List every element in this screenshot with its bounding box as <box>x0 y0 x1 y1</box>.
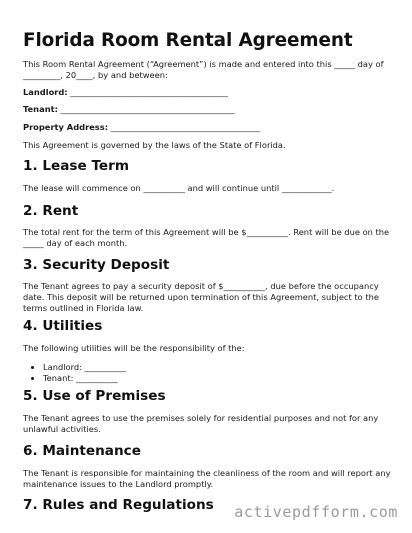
section-heading-rent: 2. Rent <box>23 203 79 219</box>
section-heading-rules-and-regulations: 7. Rules and Regulations <box>23 497 214 513</box>
watermark: activepdfform.com <box>234 503 398 521</box>
landlord-field <box>23 87 394 98</box>
section-text-maintenance: The Tenant is responsible for maintaining the cleanliness of the room and will report any maintenance issues to the Landlord promptly. <box>23 468 391 489</box>
property-address-field <box>23 122 394 133</box>
section-text-rent: The total rent for the term of this Agreement will be $__________. Rent will be due on the _____ day of each month. <box>23 227 390 248</box>
section-heading-maintenance: 6. Maintenance <box>23 443 141 459</box>
governing-law-paragraph: This Agreement is governed by the laws of the State of Florida. <box>23 140 286 150</box>
landlord-blank: ______________________________________ <box>70 87 228 97</box>
section-heading-security-deposit: 3. Security Deposit <box>23 257 170 273</box>
section-heading-utilities: 4. Utilities <box>23 318 103 334</box>
section-heading-use-of-premises: 5. Use of Premises <box>23 388 166 404</box>
utilities-list <box>23 362 394 384</box>
tenant-label: Tenant: <box>23 104 58 114</box>
tenant-field <box>23 104 394 115</box>
section-text-security-deposit: The Tenant agrees to pay a security deposit of $__________, due before the occupancy date. This deposit will be returned upon termination of this Agreement, subject to the terms outlined in Florida law. <box>23 281 379 313</box>
document-title: Florida Room Rental Agreement <box>23 30 353 51</box>
property-address-label: Property Address: <box>23 122 109 132</box>
section-heading-lease-term: 1. Lease Term <box>23 158 130 174</box>
tenant-blank: __________________________________________ <box>60 104 235 114</box>
list-item: • Landlord: __________ <box>43 362 394 373</box>
property-address-blank: ____________________________________ <box>110 122 260 132</box>
section-text-use-of-premises: The Tenant agrees to use the premises solely for residential purposes and not for any unlawful activities. <box>23 413 379 434</box>
list-item: • Tenant: __________ <box>43 373 394 384</box>
intro-paragraph: This Room Rental Agreement (“Agreement”) is made and entered into this _____ day of _________, 20____, by and between: <box>23 59 384 80</box>
landlord-label: Landlord: <box>23 87 68 97</box>
section-text-lease-term: The lease will commence on __________ and will continue until ____________. <box>23 183 335 193</box>
section-text-utilities: The following utilities will be the responsibility of the: <box>23 343 245 353</box>
